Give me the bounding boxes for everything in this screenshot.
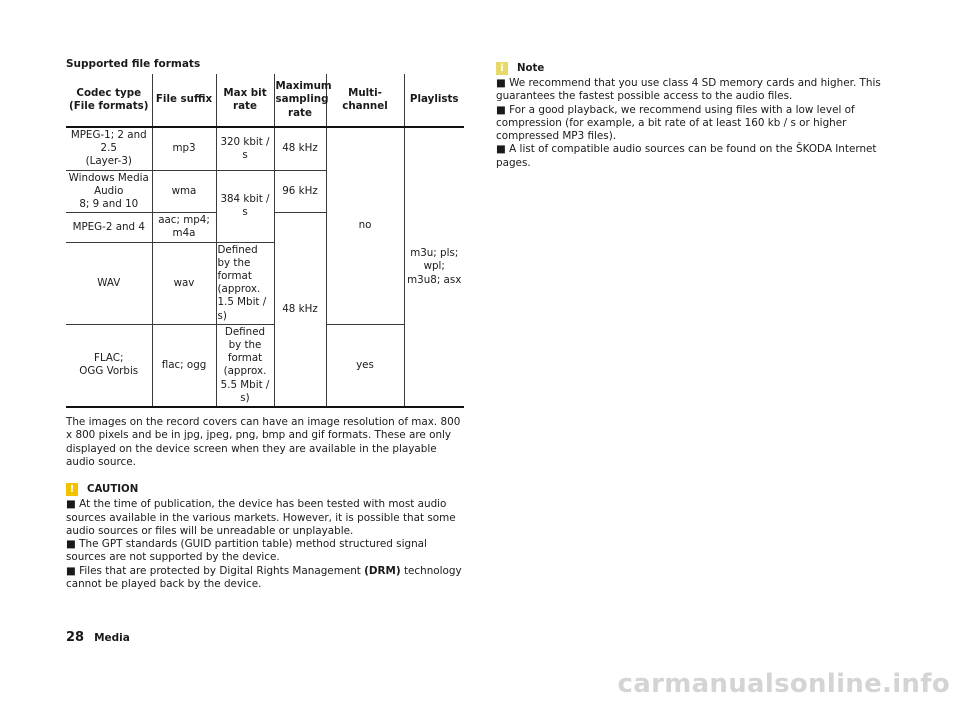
- header-max-bit-rate: Max bit rate: [216, 74, 274, 127]
- exclamation-icon: !: [66, 483, 78, 496]
- note-item-text: A list of compatible audio sources can be found on the ŠKODA Internet pages.: [496, 143, 877, 169]
- cell-codec-wma: Windows Media Audio 8; 9 and 10: [66, 170, 152, 213]
- bullet-icon: ■: [66, 498, 76, 511]
- watermark: carmanualsonline.info: [617, 669, 950, 699]
- cell-sampling-mp3: 48 kHz: [274, 127, 326, 170]
- bullet-icon: ■: [66, 538, 76, 551]
- info-icon: i: [496, 62, 508, 75]
- header-multi-channel: Multi-channel: [326, 74, 404, 127]
- page-number: 28: [66, 630, 85, 645]
- cell-codec-mp3: MPEG-1; 2 and 2.5 (Layer-3): [66, 127, 152, 170]
- cell-bitrate-mp3: 320 kbit / s: [216, 127, 274, 170]
- note-item: [496, 143, 894, 170]
- cell-suffix-aac: aac; mp4; m4a: [152, 213, 216, 242]
- file-formats-table: [66, 74, 464, 408]
- cell-bitrate-wav: Defined by the format (approx. 1.5 Mbit / s): [216, 242, 274, 324]
- caution-title: CAUTION: [87, 484, 139, 496]
- note-title: Note: [517, 63, 545, 74]
- cell-codec-flac: FLAC; OGG Vorbis: [66, 324, 152, 407]
- note-item: [496, 104, 894, 144]
- caution-item-text: At the time of publication, the device has been tested with most audio sources available in the various markets. However, it is possible that some audio sources or files will be unreadable or unplayable.: [66, 498, 456, 537]
- header-file-suffix: File suffix: [152, 74, 216, 127]
- footer-section-title: Media: [94, 632, 130, 644]
- cell-suffix-wma: wma: [152, 170, 216, 213]
- header-max-sampling-rate: Maximum sampling rate: [274, 74, 326, 127]
- page-footer: [66, 630, 130, 645]
- caution-item: [66, 565, 464, 592]
- cell-suffix-flac: flac; ogg: [152, 324, 216, 407]
- caution-heading: [66, 483, 464, 496]
- bullet-icon: ■: [496, 77, 506, 89]
- header-codec-type: Codec type (File formats): [66, 74, 152, 127]
- cell-playlists: m3u; pls; wpl; m3u8; asx: [404, 127, 464, 407]
- cell-bitrate-flac: Defined by the format (approx. 5.5 Mbit / s): [216, 324, 274, 407]
- cell-multichannel-yes: yes: [326, 324, 404, 407]
- right-column: [496, 62, 894, 170]
- section-heading: Supported file formats: [66, 58, 201, 70]
- cell-suffix-mp3: mp3: [152, 127, 216, 170]
- cell-sampling-wma: 96 kHz: [274, 170, 326, 213]
- cell-codec-wav: WAV: [66, 242, 152, 324]
- left-column: [66, 58, 464, 591]
- cell-bitrate-wma: 384 kbit / s: [216, 170, 274, 242]
- caution-item-text: The GPT standards (GUID partition table) method structured signal sources are not supported by the device.: [66, 538, 427, 564]
- cell-sampling-48khz: 48 kHz: [274, 213, 326, 407]
- bullet-icon: ■: [496, 103, 506, 116]
- cell-codec-mpeg24: MPEG-2 and 4: [66, 213, 152, 242]
- note-item: [496, 77, 894, 104]
- note-heading: [496, 62, 894, 75]
- caution-item: [66, 498, 464, 538]
- note-item-text: We recommend that you use class 4 SD memory cards and higher. This guarantees the fastest possible access to the audio files.: [496, 77, 881, 103]
- caution-item: [66, 538, 464, 565]
- cover-image-paragraph: The images on the record covers can have an image resolution of max. 800 x 800 pixels and be in jpg, jpeg, png, bmp and gif formats. These are only displayed on the device screen when they are available in the playable audio source.: [66, 416, 461, 468]
- caution-item-text: Files that are protected by Digital Rights Management (DRM) technology cannot be played back by the device.: [66, 564, 462, 591]
- cell-multichannel-no: no: [326, 127, 404, 324]
- header-playlists: Playlists: [404, 74, 464, 127]
- cell-suffix-wav: wav: [152, 242, 216, 324]
- note-item-text: For a good playback, we recommend using files with a low level of compression (for example, a bit rate of at least 160 kb / s or higher compressed MP3 files).: [496, 103, 855, 143]
- bullet-icon: ■: [66, 564, 76, 577]
- bullet-icon: ■: [496, 143, 506, 156]
